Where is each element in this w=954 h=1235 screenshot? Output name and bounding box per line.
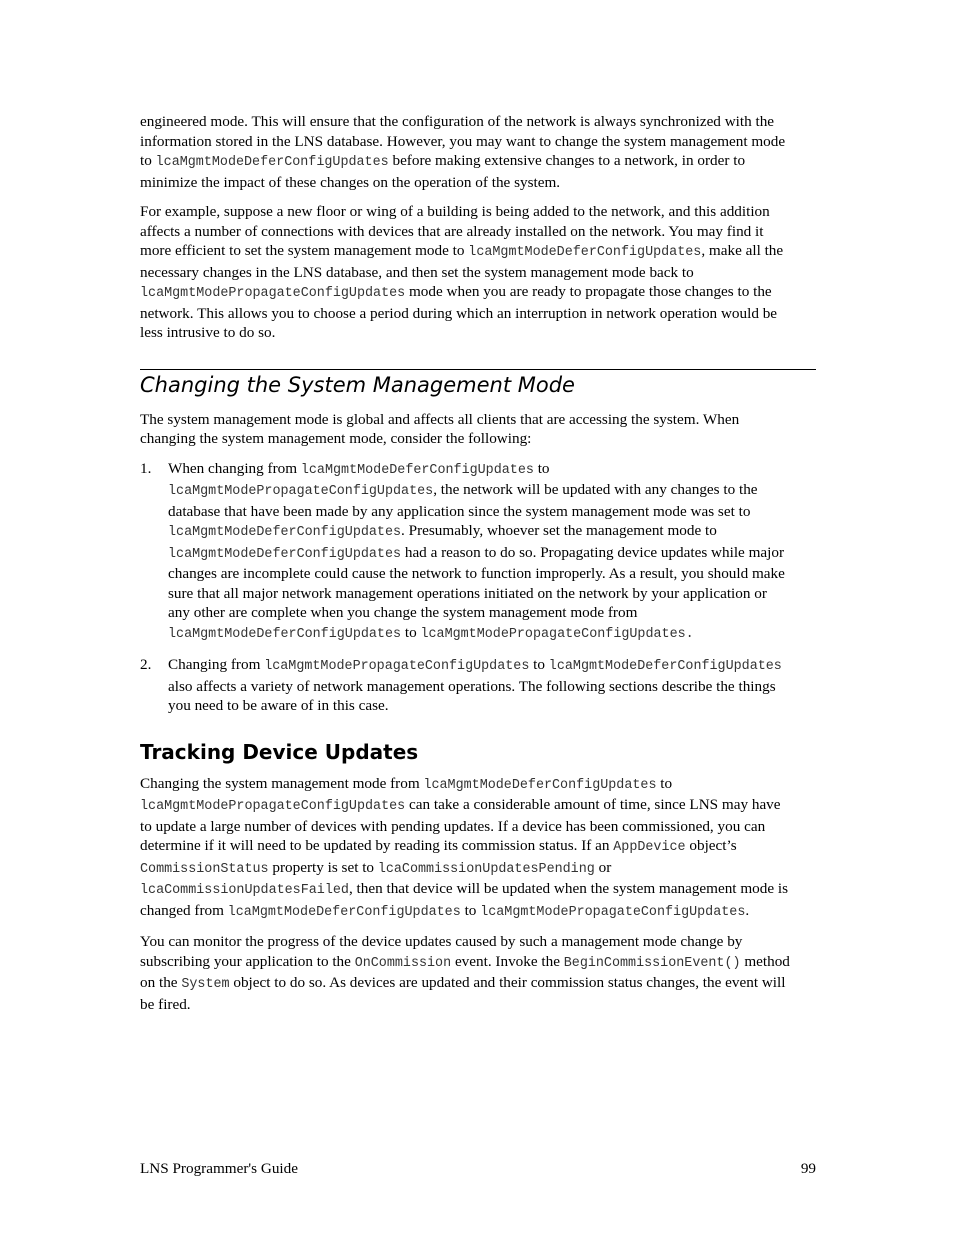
list-item: 2. Changing from lcaMgmtModePropagateConfigUpdates to lcaMgmtModeDeferConfigUpdates also affects a variety of network management operations. The following sections describe the things you need to be aware of in this case. [140, 656, 782, 714]
list-item: 1. When changing from lcaMgmtModeDeferConfigUpdates to lcaMgmtModePropagateConfigUpdates, the network will be updated with any changes to the database that have been made by any application since the system management mode was set to lcaMgmtModeDeferConfigUpdates. Presumably, whoever set the management mode to lcaMgmtModeDeferConfigUpdates had a reason to do so. Propagating device updates while major changes are incomplete could cause the network to function improperly. As a result, you should make sure that all major network management operations initiated on the network by your application or any other are complete when you change the system management mode from lcaMgmtModeDeferConfigUpdates to lcaMgmtModePropagateConfigUpdates. [140, 459, 785, 642]
section-heading: Changing the System Management Mode [140, 372, 575, 397]
footer-title: LNS Programmer's Guide [140, 1160, 298, 1177]
paragraph-tracking: Changing the system management mode from lcaMgmtModeDeferConfigUpdates to lcaMgmtModePropagateConfigUpdates can take a considerable amount of time, since LNS may have to update a large number of devices with pending updates. If a device has been commissioned, you can determine if it will need to be updated by reading its commission status. If an AppDevice object’s CommissionStatus property is set to lcaCommissionUpdatesPending or lcaCommissionUpdatesFailed, then that device will be updated when the system management mode is changed from lcaMgmtModeDeferConfigUpdates to lcaMgmtModePropagateConfigUpdates. [140, 774, 788, 920]
paragraph-intro: engineered mode. This will ensure that the configuration of the network is always synchronized with the information stored in the LNS database. However, you may want to change the system management mode to lcaMgmtModeDeferConfigUpdates before making extensive changes to a network, in order to minimize the impact of these changes on the operation of the system. [140, 113, 786, 191]
paragraph-example: For example, suppose a new floor or wing of a building is being added to the network, and this addition affects a number of connections with devices that are already installed on the network. You may find it more efficient to set the system management mode to lcaMgmtModeDeferConfigUpdates, make all the necessary changes in the LNS database, and then set the system management mode back to lcaMgmtModePropagateConfigUpdates mode when you are ready to propagate those changes to the network. This allows you to choose a period during which an interruption in network operation would be less intrusive to do so. [140, 203, 784, 341]
paragraph-mode-global: The system management mode is global and affects all clients that are accessing the system. When changing the system management mode, consider the following: [140, 410, 740, 447]
page-number: 99 [800, 1160, 816, 1177]
section-divider [140, 369, 816, 370]
page-content [140, 112, 816, 1024]
paragraph-monitor: You can monitor the progress of the device updates caused by such a management mode change by subscribing your application to the OnCommission event. Invoke the BeginCommissionEvent() method on the System object to do so. As devices are updated and their commission status changes, the event will be fired. [140, 933, 790, 1013]
subsection-heading: Tracking Device Updates [140, 739, 419, 764]
considerations-list [140, 459, 816, 716]
